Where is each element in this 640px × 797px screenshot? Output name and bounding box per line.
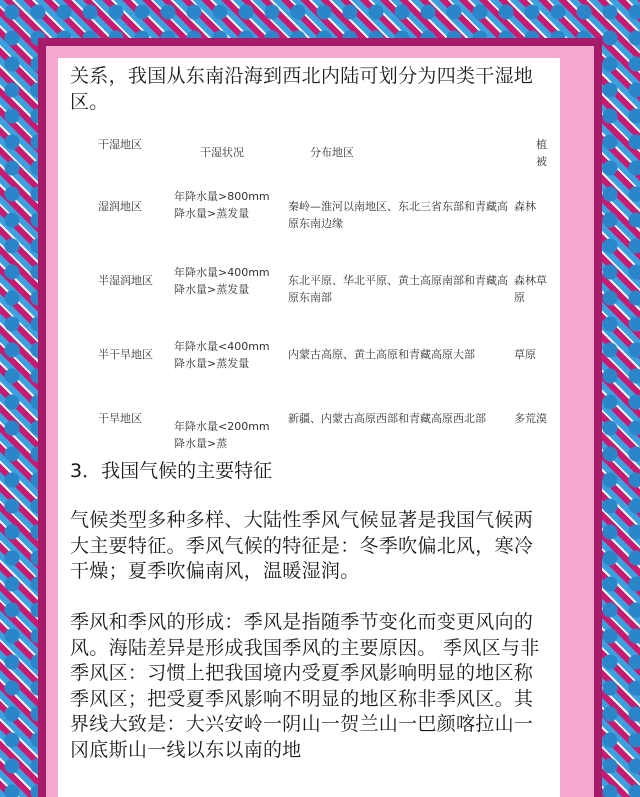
table-row-4-condition: 年降水量<200mm 降水量>蒸	[174, 420, 270, 450]
climate-features-paragraph: 气候类型多种多样、大陆性季风气候显著是我国气候两大主要特征。季风气候的特征是：冬季吹偏北风，寒冷干燥；夏季吹偏南风，温暖湿润。	[70, 509, 534, 582]
table-row-2-distribution: 东北平原、华北平原、黄土高原南部和青藏高原东南部	[288, 274, 508, 304]
table-row-3-condition: 年降水量<400mm 降水量>蒸发量	[174, 340, 270, 370]
header-distribution: 分布地区	[310, 146, 354, 159]
header-condition: 干湿状况	[200, 146, 244, 159]
intro-paragraph: 关系，我国从东南沿海到西北内陆可划分为四类干湿地区。	[70, 65, 534, 113]
header-vegetation: 植被	[536, 138, 547, 168]
table-row-4-region: 干旱地区	[98, 412, 142, 425]
table-row-3-region: 半干旱地区	[98, 348, 153, 361]
table-row-1-vegetation: 森林	[514, 200, 536, 213]
table-row-1-condition: 年降水量>800mm 降水量>蒸发量	[174, 190, 270, 220]
table-row-4-distribution: 新疆、内蒙古高原西部和青藏高原西北部	[288, 412, 486, 425]
table-row-2-region: 半湿润地区	[98, 274, 153, 287]
monsoon-paragraph: 季风和季风的形成：季风是指随季节变化而变更风向的风。海陆差异是形成我国季风的主要原因。 季风区与非季风区：习惯上把我国境内受夏季风影响明显的地区称季风区；把受夏季风影响不明显的地区称非季风区。其界线大致是：大兴安岭一阴山一贺兰山一巴颜喀拉山一冈底斯山一线以东以南的地	[70, 611, 540, 761]
table-row-1-region: 湿润地区	[98, 200, 142, 213]
table-row-3-distribution: 内蒙古高原、黄土高原和青藏高原大部	[288, 348, 475, 361]
table-row-1-distribution: 秦岭—淮河以南地区、东北三省东部和青藏高原东南边缘	[288, 200, 508, 230]
table-row-4-vegetation: 多荒漠	[514, 412, 547, 425]
table-row-2-condition: 年降水量>400mm 降水量>蒸发量	[174, 266, 270, 296]
table-row-2-vegetation: 森林草原	[514, 274, 547, 304]
table-row-3-vegetation: 草原	[514, 348, 536, 361]
header-region-type: 干湿地区	[98, 138, 142, 151]
document-page	[58, 58, 560, 797]
section-heading: 3．我国气候的主要特征	[70, 460, 273, 482]
